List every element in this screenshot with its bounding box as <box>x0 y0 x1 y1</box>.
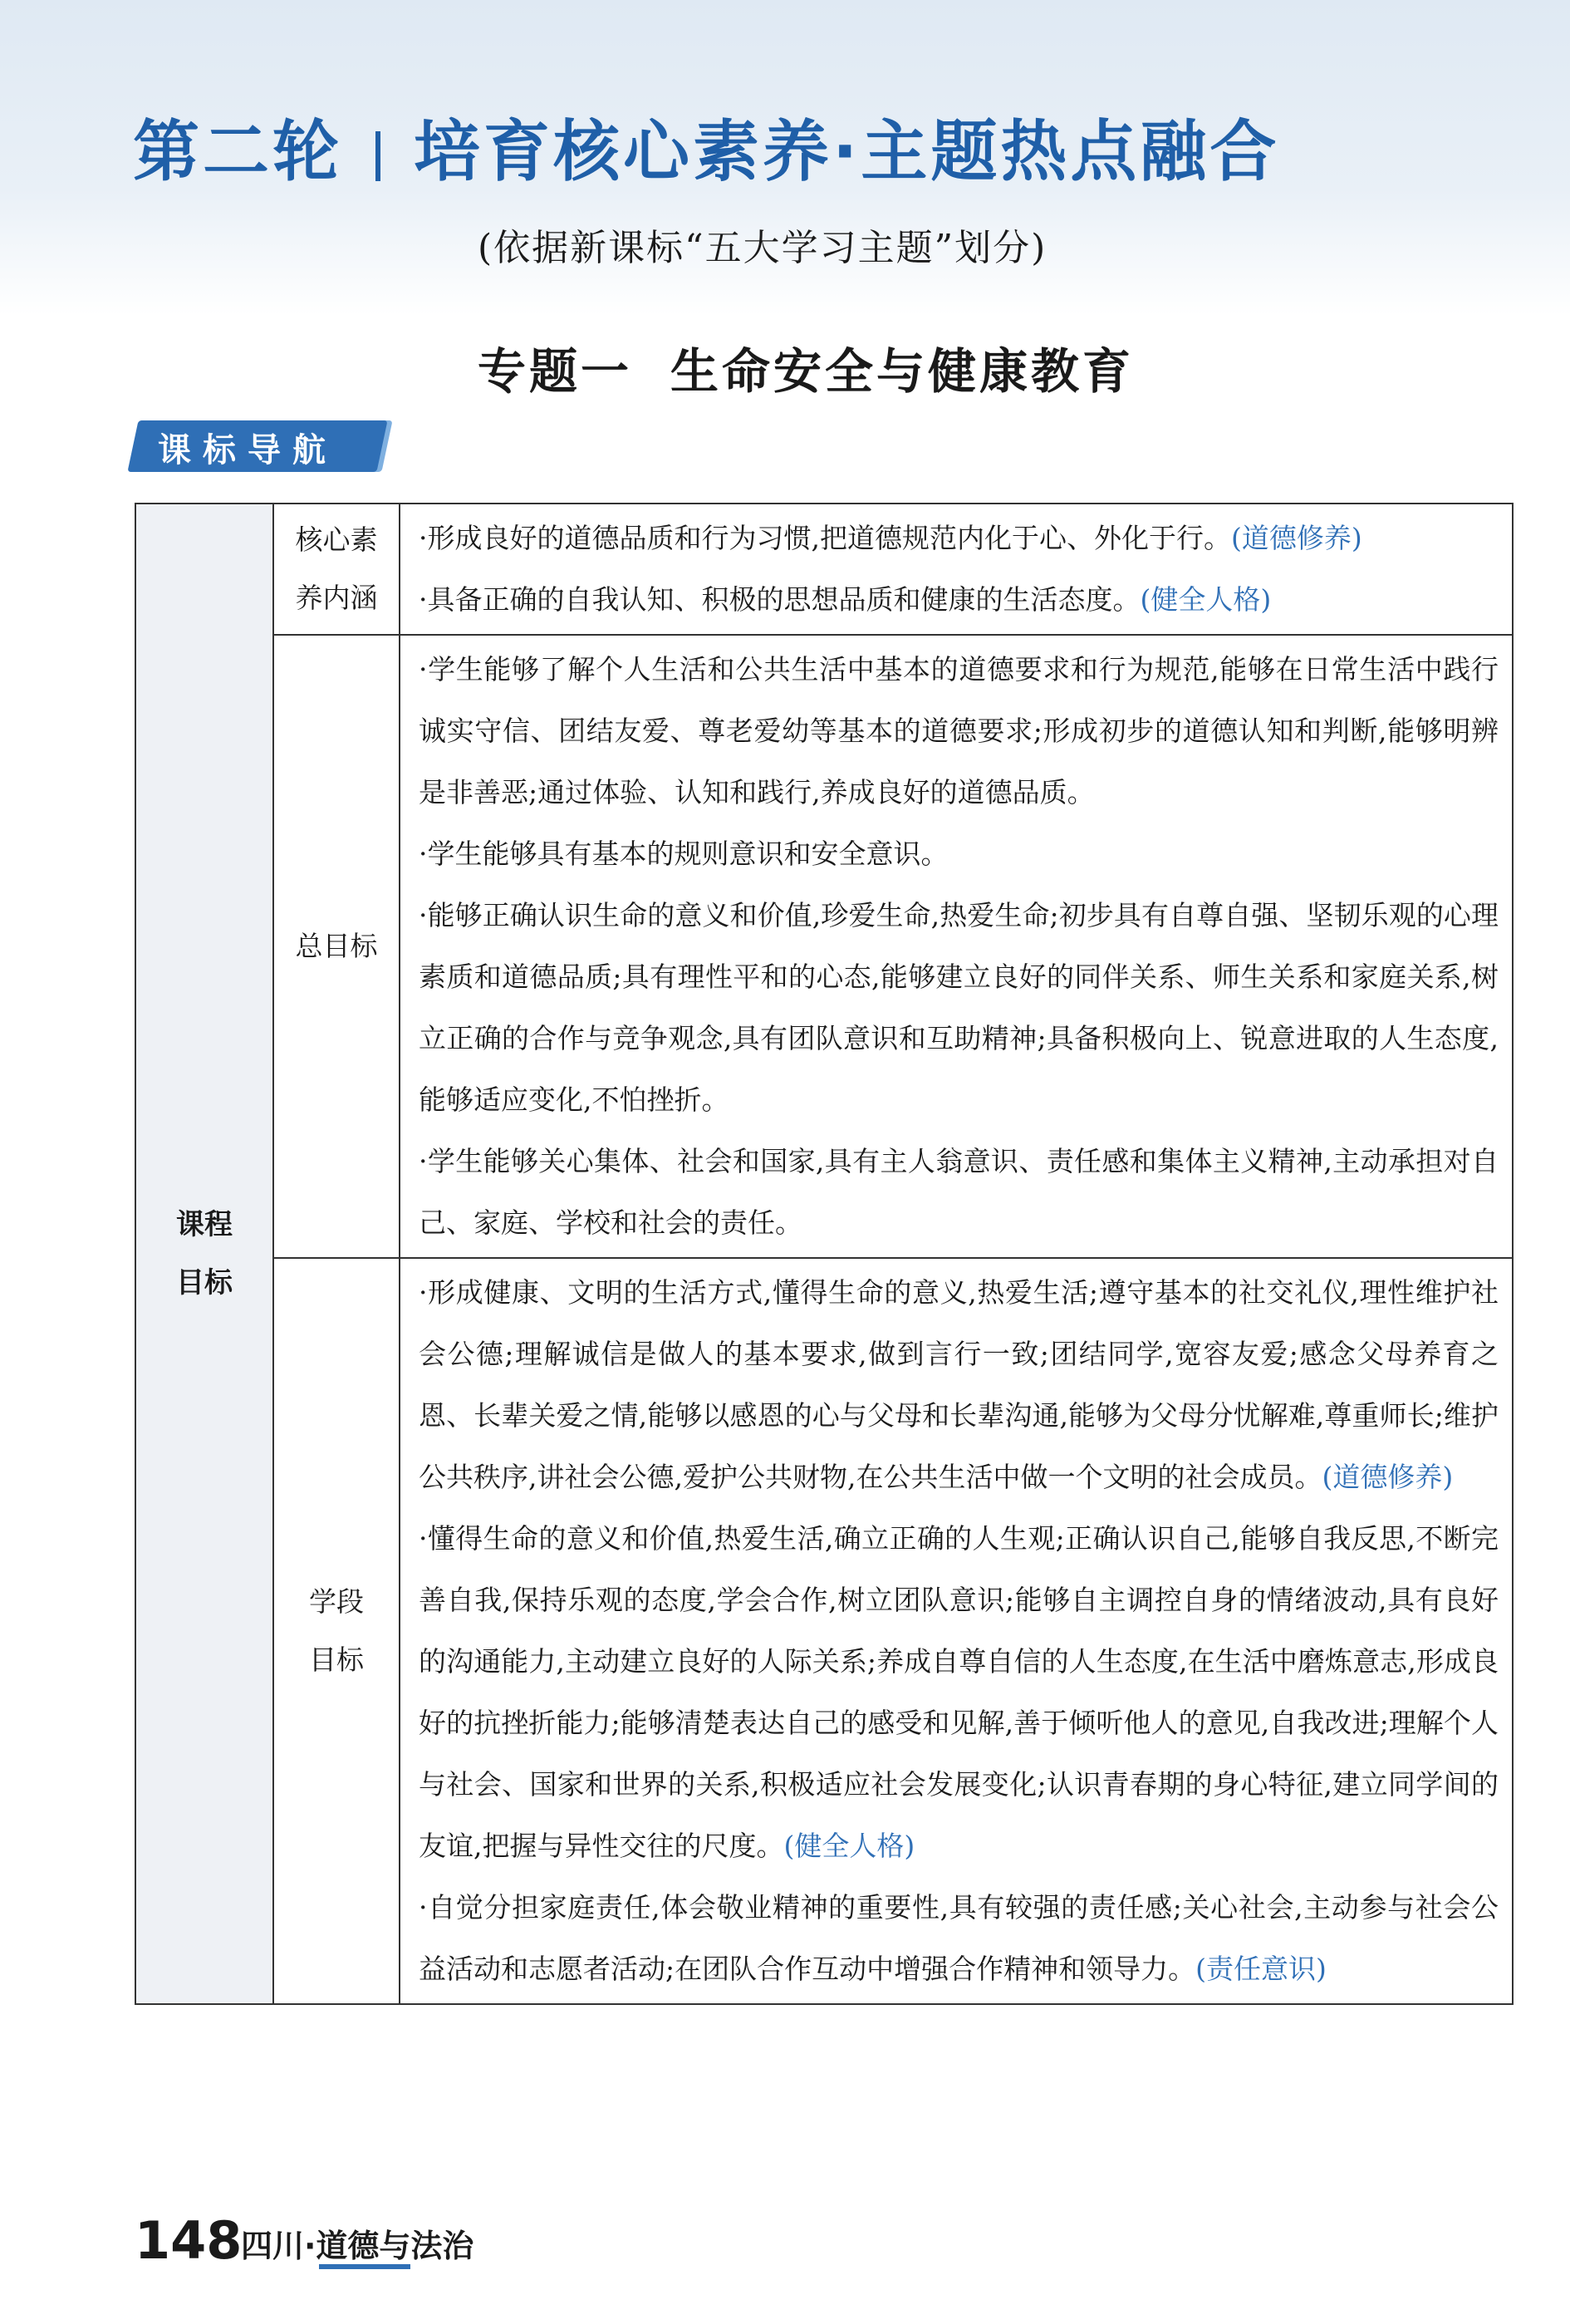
curriculum-goal-label: 课程 目标 <box>135 504 273 2004</box>
tag-label: (健全人格) <box>1140 583 1272 616</box>
table-row-core <box>135 504 1513 635</box>
list-item: ·懂得生命的意义和价值,热爱生活,确立正确的人生观;正确认识自己,能够自我反思,不断完善自我,保持乐观的态度,学会合作,树立团队意识;能够自主调控自身的情绪波动,具有良好的沟通能力,主动建立良好的人际关系;养成自尊自信的人生态度,在生活中磨炼意志,形成良好的抗挫折能力;能够清楚表达自己的感受和见解,善于倾听他人的意见,自我改进;理解个人与社会、国家和世界的关系,积极适应社会发展变化;认识青春期的身心特征,建立同学间的友谊,把握与异性交往的尺度。(健全人格) <box>419 1522 1499 1862</box>
table-row-overall <box>135 635 1513 1258</box>
core-literacy-content <box>400 504 1513 635</box>
core-literacy-label: 核心素 养内涵 <box>273 504 400 635</box>
curriculum-table <box>135 503 1514 2005</box>
topic-label: 专题一 <box>478 343 633 400</box>
subtitle: (依据新课标“五大学习主题”划分) <box>478 227 1047 269</box>
list-item: ·形成健康、文明的生活方式,懂得生命的意义,热爱生活;遵守基本的社交礼仪,理性维护社会公德;理解诚信是做人的基本要求,做到言行一致;团结同学,宽容友爱;感念父母养育之恩、长辈关爱之情,能够以感恩的心与父母和长辈沟通,能够为父母分忧解难,尊重师长;维护公共秩序,讲社会公德,爱护公共财物,在公共生活中做一个文明的社会成员。(道德修养) <box>419 1276 1499 1493</box>
list-item: ·能够正确认识生命的意义和价值,珍爱生命,热爱生命;初步具有自尊自强、坚韧乐观的心理素质和道德品质;具有理性平和的心态,能够建立良好的同伴关系、师生关系和家庭关系,树立正确的合作与竞争观念,具有团队意识和互助精神;具备积极向上、锐意进取的人生态度,能够适应变化,不怕挫折。 <box>419 899 1499 1116</box>
round-theme: 培育核心素养·主题热点融合 <box>414 113 1280 190</box>
list-item: ·形成良好的道德品质和行为习惯,把道德规范内化于心、外化于行。(道德修养) <box>419 522 1362 554</box>
round-title <box>133 98 1279 194</box>
stage-goal-label: 学段 目标 <box>273 1258 400 2004</box>
footer-underline <box>319 2264 410 2269</box>
list-item: ·自觉分担家庭责任,体会敬业精神的重要性,具有较强的责任感;关心社会,主动参与社会公益活动和志愿者活动;在团队合作互动中增强合作精神和领导力。(责任意识) <box>419 1891 1499 1985</box>
topic-title <box>478 332 1134 402</box>
table-row-stage <box>135 1258 1513 2004</box>
list-item: ·学生能够了解个人生活和公共生活中基本的道德要求和行为规范,能够在日常生活中践行诚实守信、团结友爱、尊老爱幼等基本的道德要求;形成初步的道德认知和判断,能够明辨是非善恶;通过体验、认知和践行,养成良好的道德品质。 <box>419 653 1499 808</box>
page-number: 148 <box>135 2210 243 2271</box>
title-separator <box>375 131 380 181</box>
list-item: ·学生能够具有基本的规则意识和安全意识。 <box>419 838 949 870</box>
tag-label: (责任意识) <box>1195 1953 1327 1985</box>
tag-label: (道德修养) <box>1322 1461 1454 1493</box>
list-item: ·具备正确的自我认知、积极的思想品质和健康的生活态度。(健全人格) <box>419 583 1272 616</box>
round-label: 第二轮 <box>133 113 342 190</box>
overall-goal-content <box>400 635 1513 1258</box>
list-item: ·学生能够关心集体、社会和国家,具有主人翁意识、责任感和集体主义精神,主动承担对自己、家庭、学校和社会的责任。 <box>419 1145 1499 1239</box>
footer-label: 四川·道德与法治 <box>241 2228 474 2264</box>
nav-badge-label: 课标导航 <box>158 431 337 469</box>
stage-goal-content <box>400 1258 1513 2004</box>
tag-label: (健全人格) <box>783 1830 915 1862</box>
topic-name: 生命安全与健康教育 <box>670 343 1135 400</box>
tag-label: (道德修养) <box>1230 522 1362 554</box>
overall-goal-label: 总目标 <box>273 635 400 1258</box>
